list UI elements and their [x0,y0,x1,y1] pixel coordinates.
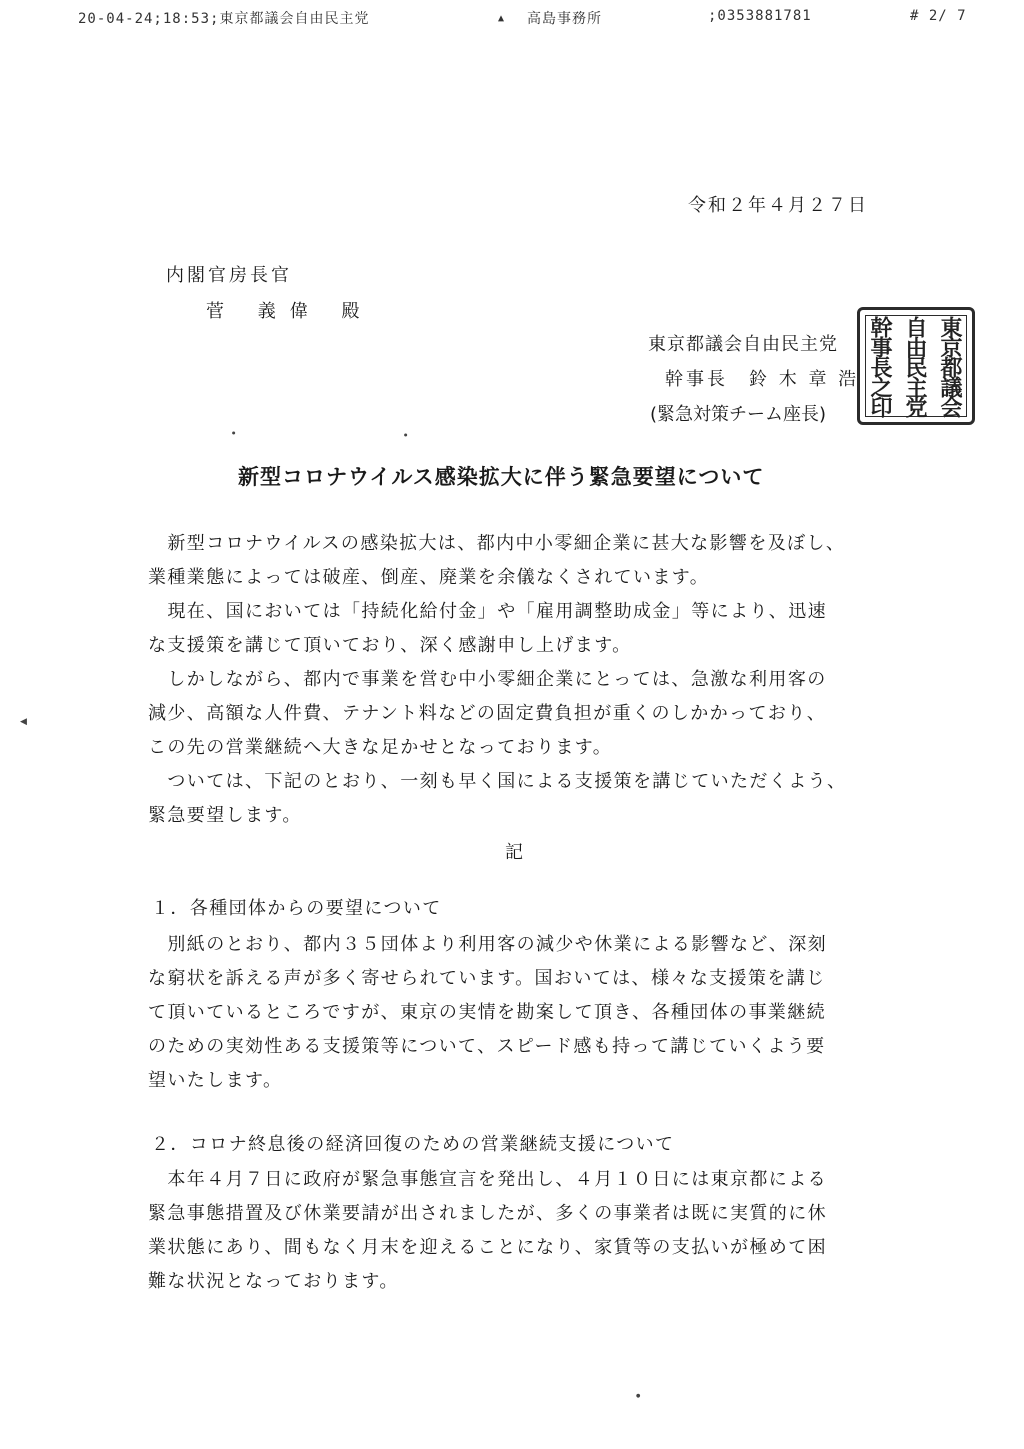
fax-header-left [78,8,369,28]
text-line: 緊急事態措置及び休業要請が出されましたが、多くの事業者は既に実質的に休 [148,1203,827,1224]
recipient-block [166,258,373,330]
sender-role: (緊急対策チーム座長) [650,404,827,425]
seal-column-2: 自由民主党 [902,316,928,416]
fax-datetime: 20-04-24;18:53 [78,11,211,27]
text-line: て頂いているところですが、東京の実情を勘案して頂き、各種団体の事業継続 [148,1002,827,1023]
intro-paragraph [148,595,888,663]
text-line: 減少、高額な人件費、テナント料などの固定費負担が重くのしかかっており、 [148,703,827,724]
text-line: しかしながら、都内で事業を営む中小零細企業にとっては、急激な利用客の [148,669,827,690]
text-line: 新型コロナウイルスの感染拡大は、都内中小零細企業に甚大な影響を及ぼし、 [148,533,846,554]
section2-body [148,1163,888,1299]
document-date: 令和２年４月２７日 [688,195,868,216]
scan-dot-icon: ● [232,430,236,435]
fax-header-office [498,8,602,28]
fax-office: 高島事務所 [527,11,603,27]
text-line: 別紙のとおり、都内３５団体より利用客の減少や休業による影響など、深刻 [148,934,827,955]
sender-position-name: 幹事長 鈴 木 章 浩 [665,369,860,390]
text-line: ついては、下記のとおり、一刻も早く国による支援策を講じていただくよう、 [148,771,847,792]
intro-paragraph [148,765,888,833]
text-line: 難な状況となっております。 [148,1271,399,1292]
text-line: な窮状を訴える声が多く寄せられています。国おいては、様々な支援策を講じ [148,968,826,989]
recipient-title: 内閣官房長官 [166,265,292,286]
text-line: 業状態にあり、間もなく月末を迎えることになり、家賃等の支払いが極めて困 [148,1237,827,1258]
fax-page: # 2/ 7 [910,8,967,24]
intro-paragraph [148,663,888,765]
fax-number: ;0353881781 [708,8,812,24]
official-seal-stamp [857,307,975,425]
section2-heading: ２．コロナ終息後の経済回復のための営業継続支援について [151,1134,675,1155]
scan-dot-icon: ● [636,1393,641,1399]
intro-paragraph [148,527,888,595]
sender-organization: 東京都議会自由民主党 [648,334,838,355]
recipient-name: 菅 義偉 殿 [206,301,374,322]
scan-mark-icon: ◀ [20,717,27,727]
sender-block [648,327,859,432]
fax-sender: ;東京都議会自由民主党 [210,11,370,27]
text-line: 現在、国においては「持続化給付金」や「雇用調整助成金」等により、迅速 [148,601,827,622]
text-line: 緊急要望します。 [148,805,302,826]
section1-body [148,928,888,1098]
section1-heading: １．各種団体からの要望について [151,898,442,919]
seal-column-1: 東京都議会 [937,316,963,416]
seal-column-3: 幹事長之印 [867,316,893,416]
ki-label: 記 [505,842,523,863]
document-title: 新型コロナウイルス感染拡大に伴う緊急要望について [238,465,765,489]
text-line: 本年４月７日に政府が緊急事態宣言を発出し、４月１０日には東京都による [148,1169,827,1190]
text-line: 業種業態によっては破産、倒産、廃業を余儀なくされています。 [148,567,710,588]
intro-body [148,527,888,833]
text-line: 望いたします。 [148,1070,283,1091]
text-line: のための実効性ある支援策等について、スピード感も持って講じていくよう要 [148,1036,826,1057]
text-line: な支援策を講じて頂いており、深く感謝申し上げます。 [148,635,632,656]
triangle-up-icon: ▲ [498,13,506,24]
scan-dot-icon: ● [404,432,408,437]
text-line: この先の営業継続へ大きな足かせとなっております。 [148,737,613,758]
